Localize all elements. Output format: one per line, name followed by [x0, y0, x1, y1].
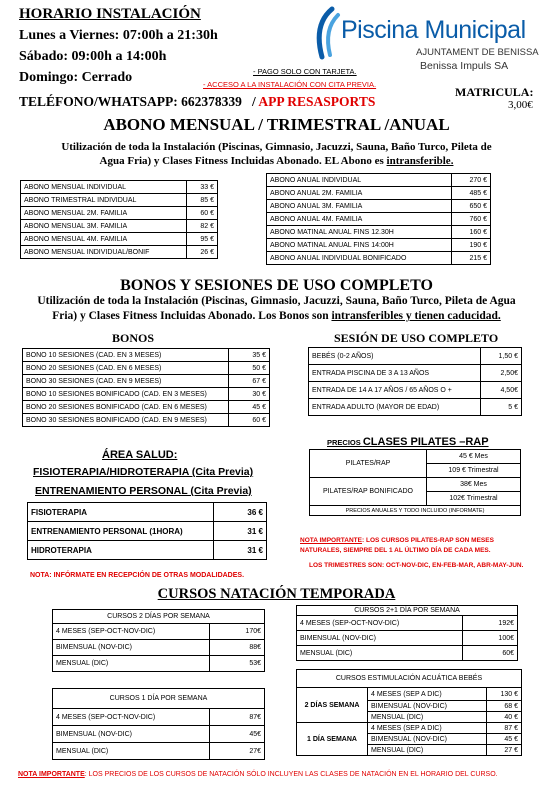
curso-2-row-price: 170€ — [210, 624, 265, 640]
cursos-2-1-table — [296, 605, 518, 661]
abono-right-row-price: 485 € — [452, 187, 491, 200]
bono-row-name: BONO 10 SESIONES BONIFICADO (CAD. EN 3 MESES) — [23, 388, 229, 401]
bono-row-name: BONO 20 SESIONES BONIFICADO (CAD. EN 6 MESES) — [23, 401, 229, 414]
abono-left-row-price: 85 € — [187, 194, 218, 207]
curso-3-row-name: MENSUAL (DIC) — [297, 646, 463, 661]
abono-right-row-price: 650 € — [452, 200, 491, 213]
pilates-row1-month: 45 € Mes — [427, 450, 521, 464]
sesion-table — [308, 347, 522, 416]
bono-row-price: 67 € — [229, 375, 270, 388]
curso-1-row-name: 4 MESES (SEP-OCT-NOV-DIC) — [53, 709, 210, 726]
bonos-table — [22, 348, 270, 427]
abono-left-table — [20, 180, 218, 259]
bebes-table — [296, 669, 522, 756]
logo — [312, 5, 548, 77]
abono-left-row-name: ABONO MENSUAL 2M. FAMILIA — [21, 207, 187, 220]
curso-3-row-price: 100€ — [463, 631, 518, 646]
salud-row-price: 31 € — [214, 522, 267, 541]
logo-name: Piscina Municipal — [341, 16, 526, 44]
abono-left-row-price: 26 € — [187, 246, 218, 259]
abono-right-row-name: ABONO ANUAL INDIVIDUAL — [267, 174, 452, 187]
curso-1-row-name: MENSUAL (DIC) — [53, 743, 210, 760]
sesion-row-price: 4,50€ — [481, 382, 522, 399]
abono-right-row-price: 190 € — [452, 239, 491, 252]
abono-desc-1: Utilización de toda la Instalación (Piscinas, Gimnasio, Jacuzzi, Sauna, Baño Turco, Pileta de — [61, 141, 492, 153]
sesion-row-price: 1,50 € — [481, 348, 522, 365]
pilates-note-1: NOTA IMPORTANTE: LOS CURSOS PILATES-RAP SON MESES — [300, 537, 494, 544]
curso-3-row-price: 192€ — [463, 616, 518, 631]
natacion-note: NOTA IMPORTANTE: LOS PRECIOS DE LOS CURSOS DE NATACIÓN SÓLO INCLUYEN LAS CLASES DE NATACIÓN EN EL HORARIO DEL CURSO. — [18, 771, 498, 778]
pilates-note-2: NATURALES, SIEMPRE DEL 1 AL ÚLTIMO DÍA DE CADA MES. — [300, 547, 491, 554]
salud-row-name: HIDROTERAPIA — [28, 541, 214, 560]
curso-1-row-price: 87€ — [210, 709, 265, 726]
curso-1-row-name: BIMENSUAL (NOV-DIC) — [53, 726, 210, 743]
salud-title: ÁREA SALUD: — [102, 449, 178, 461]
bono-row-name: BONO 30 SESIONES BONIFICADO (CAD. EN 9 MESES) — [23, 414, 229, 427]
fisio-label: FISIOTERAPIA/HIDROTERAPIA (Cita Previa) — [33, 466, 254, 478]
pilates-row2-name: PILATES/RAP BONIFICADO — [310, 478, 427, 506]
weekday-hours: Lunes a Viernes: 07:00h a 21:30h — [19, 28, 218, 43]
abono-right-row-name: ABONO MATINAL ANUAL FINS 12.30H — [267, 226, 452, 239]
card-note: - PAGO SOLO CON TARJETA. — [253, 67, 357, 76]
pilates-table — [309, 449, 521, 516]
abono-left-row-price: 33 € — [187, 181, 218, 194]
bono-row-name: BONO 20 SESIONES (CAD. EN 6 MESES) — [23, 362, 229, 375]
entreno-label: ENTRENAMIENTO PERSONAL (Cita Previa) — [35, 485, 252, 497]
bebes-2-label: 2 DÍAS SEMANA — [297, 688, 368, 723]
sesion-row-price: 5 € — [481, 399, 522, 416]
abono-left-row-name: ABONO MENSUAL 3M. FAMILIA — [21, 220, 187, 233]
abono-right-row-name: ABONO MATINAL ANUAL FINS 14:00H — [267, 239, 452, 252]
abono-right-row-price: 270 € — [452, 174, 491, 187]
abono-left-row-name: ABONO TRIMESTRAL INDIVIDUAL — [21, 194, 187, 207]
curso-3-row-price: 60€ — [463, 646, 518, 661]
pilates-row2-month: 38€ Mes — [427, 478, 521, 492]
abono-left-row-price: 95 € — [187, 233, 218, 246]
matricula-label: MATRICULA: — [455, 85, 534, 99]
bebes-title: CURSOS ESTIMULACIÓN ACUÁTICA BEBÉS — [297, 670, 522, 688]
salud-row-price: 36 € — [214, 503, 267, 522]
curso-2-row-price: 88€ — [210, 640, 265, 656]
logo-line2: Benissa Impuls SA — [420, 60, 509, 72]
bebes-1-row-name: BIMENSUAL (NOV-DIC) — [368, 734, 487, 745]
curso-1-header: CURSOS 1 DÍA POR SEMANA — [53, 689, 265, 709]
abono-left-row-price: 60 € — [187, 207, 218, 220]
bono-row-name: BONO 30 SESIONES (CAD. EN 9 MESES) — [23, 375, 229, 388]
bebes-1-label: 1 DÍA SEMANA — [297, 723, 368, 756]
abono-left-row-name: ABONO MENSUAL 4M. FAMILIA — [21, 233, 187, 246]
bebes-1-row-price: 45 € — [486, 734, 521, 745]
bebes-1-row-price: 87 € — [486, 723, 521, 734]
bebes-2-row-price: 40 € — [486, 712, 521, 723]
pilates-footer: PRECIOS ANUALES Y TODO INCLUIDO (INFORMATE) — [310, 506, 521, 516]
abono-desc-2: Agua Fria) y Clases Fitness Incluidas Abonado. EL Abono es intransferible. — [99, 155, 454, 167]
abono-right-row-price: 160 € — [452, 226, 491, 239]
curso-3-header: CURSOS 2+1 DÍA POR SEMANA — [297, 606, 518, 616]
abono-right-row-price: 215 € — [452, 252, 491, 265]
cursos-2-dias-table — [52, 609, 265, 672]
bono-row-price: 30 € — [229, 388, 270, 401]
salud-row-name: FISIOTERAPIA — [28, 503, 214, 522]
sesion-row-name: ENTRADA PISCINA DE 3 A 13 AÑOS — [309, 365, 481, 382]
cursos-1-dia-table — [52, 688, 265, 760]
sesion-row-name: ENTRADA DE 14 A 17 AÑOS / 65 AÑOS O + — [309, 382, 481, 399]
salud-note: NOTA: INFÓRMATE EN RECEPCIÓN DE OTRAS MODALIDADES. — [30, 572, 245, 579]
salud-table — [27, 502, 267, 560]
swimmer-logo-icon — [312, 5, 342, 65]
abono-right-row-name: ABONO ANUAL INDIVIDUAL BONIFICADO — [267, 252, 452, 265]
sesion-subtitle: SESIÓN DE USO COMPLETO — [334, 331, 499, 345]
curso-2-row-name: 4 MESES (SEP-OCT-NOV-DIC) — [53, 624, 210, 640]
bonos-title: BONOS Y SESIONES DE USO COMPLETO — [120, 277, 433, 294]
bebes-2-row-name: 4 MESES (SEP A DIC) — [368, 688, 487, 701]
pilates-title: PRECIOS CLASES PILATES –RAP — [327, 436, 489, 448]
appointment-note: - ACCESO A LA INSTALACIÓN CON CITA PREVIA. — [203, 80, 377, 89]
salud-row-name: ENTRENAMIENTO PERSONAL (1HORA) — [28, 522, 214, 541]
bonos-desc-2: Fria) y Clases Fitness Incluidas Abonado. Los Bonos son intransferibles y tienen caducidad. — [52, 310, 501, 322]
pilates-row1-name: PILATES/RAP — [310, 450, 427, 478]
curso-1-row-price: 45€ — [210, 726, 265, 743]
bebes-1-row-price: 27 € — [486, 745, 521, 756]
abono-right-row-name: ABONO ANUAL 4M. FAMILIA — [267, 213, 452, 226]
curso-2-row-name: BIMENSUAL (NOV-DIC) — [53, 640, 210, 656]
abono-right-table — [266, 173, 491, 265]
sesion-row-name: BEBÉS (0-2 AÑOS) — [309, 348, 481, 365]
abono-title: ABONO MENSUAL / TRIMESTRAL /ANUAL — [103, 115, 450, 134]
pilates-row1-trim: 109 € Trimestral — [427, 464, 521, 478]
sunday-hours: Domingo: Cerrado — [19, 70, 133, 85]
curso-3-row-name: BIMENSUAL (NOV-DIC) — [297, 631, 463, 646]
bebes-1-row-name: MENSUAL (DIC) — [368, 745, 487, 756]
natacion-title: CURSOS NATACIÓN TEMPORADA — [157, 586, 396, 602]
logo-line1: AJUNTAMENT DE BENISSA — [416, 47, 539, 58]
matricula-price: 3,00€ — [508, 99, 533, 111]
phone-line: TELÉFONO/WHATSAPP: 662378339 / APP RESASPORTS — [19, 94, 376, 109]
bonos-subtitle: BONOS — [112, 331, 155, 345]
schedule-title: HORARIO INSTALACIÓN — [19, 6, 201, 22]
abono-left-row-name: ABONO MENSUAL INDIVIDUAL — [21, 181, 187, 194]
curso-2-row-price: 53€ — [210, 656, 265, 672]
saturday-hours: Sábado: 09:00h a 14:00h — [19, 49, 167, 64]
abono-right-row-name: ABONO ANUAL 3M. FAMILIA — [267, 200, 452, 213]
curso-1-row-price: 27€ — [210, 743, 265, 760]
bono-row-price: 45 € — [229, 401, 270, 414]
bonos-desc-1: Utilización de toda la Instalación (Piscinas, Gimnasio, Jacuzzi, Sauna, Baño Turco, Pileta de Agua — [37, 295, 516, 307]
abono-left-row-price: 82 € — [187, 220, 218, 233]
curso-2-header: CURSOS 2 DÍAS POR SEMANA — [53, 610, 265, 624]
bono-row-price: 50 € — [229, 362, 270, 375]
pilates-row2-trim: 102€ Trimestral — [427, 492, 521, 506]
bebes-2-row-name: BIMENSUAL (NOV-DIC) — [368, 701, 487, 712]
pilates-note-3: LOS TRIMESTRES SON: OCT-NOV-DIC, EN-FEB-MAR, ABR-MAY-JUN. — [309, 562, 524, 569]
salud-row-price: 31 € — [214, 541, 267, 560]
bebes-2-row-price: 68 € — [486, 701, 521, 712]
bebes-2-row-price: 130 € — [486, 688, 521, 701]
sesion-row-name: ENTRADA ADULTO (MAYOR DE EDAD) — [309, 399, 481, 416]
bono-row-name: BONO 10 SESIONES (CAD. EN 3 MESES) — [23, 349, 229, 362]
bono-row-price: 35 € — [229, 349, 270, 362]
bebes-2-row-name: MENSUAL (DIC) — [368, 712, 487, 723]
bono-row-price: 60 € — [229, 414, 270, 427]
curso-3-row-name: 4 MESES (SEP-OCT-NOV-DIC) — [297, 616, 463, 631]
abono-right-row-price: 760 € — [452, 213, 491, 226]
bebes-1-row-name: 4 MESES (SEP A DIC) — [368, 723, 487, 734]
abono-right-row-name: ABONO ANUAL 2M. FAMILIA — [267, 187, 452, 200]
curso-2-row-name: MENSUAL (DIC) — [53, 656, 210, 672]
abono-left-row-name: ABONO MENSUAL INDIVIDUAL/BONIF — [21, 246, 187, 259]
sesion-row-price: 2,50€ — [481, 365, 522, 382]
